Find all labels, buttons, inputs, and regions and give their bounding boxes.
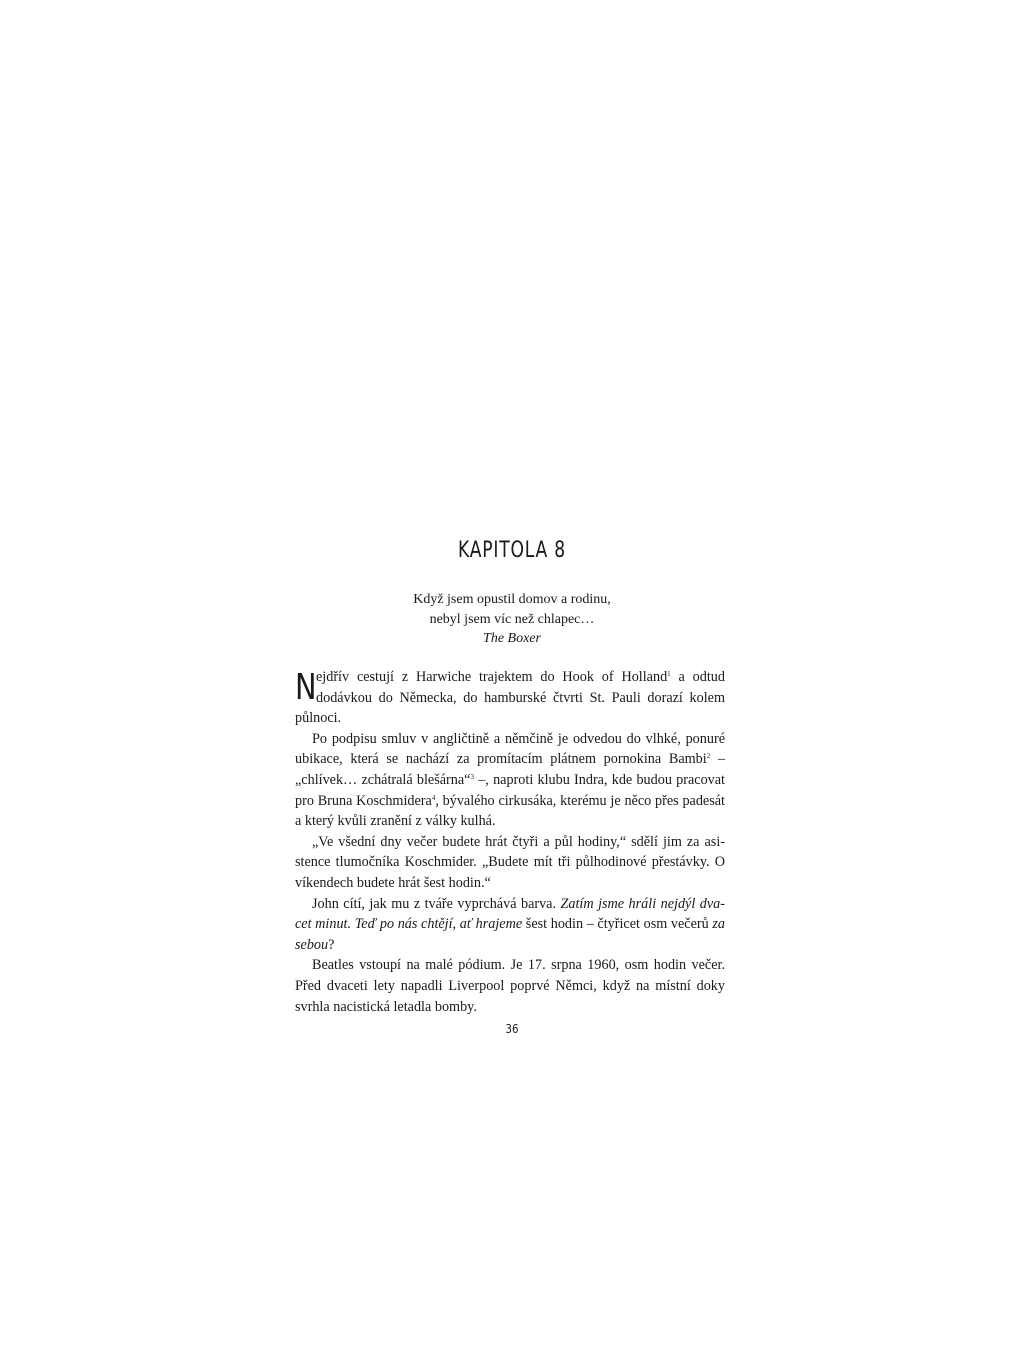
paragraph-2 — [295, 729, 725, 832]
paragraph-1-text-b: a odtud dodávkou do Německa, do hamburské čtvrti St. Pauli dorazí kolem půlnoci. — [295, 669, 725, 727]
paragraph-4-text-a: John cítí, jak mu z tváře vyprchává barva. — [312, 895, 561, 912]
paragraph-4 — [295, 894, 725, 956]
drop-cap: N — [295, 667, 317, 708]
paragraph-4-italic-2: za sebou — [295, 916, 725, 953]
footnote-ref-4: 4 — [431, 793, 436, 802]
paragraph-4-text-c: ? — [328, 936, 335, 953]
paragraph-1 — [295, 667, 725, 729]
footnote-ref-2: 2 — [706, 752, 711, 761]
epigraph — [0, 590, 1024, 649]
footnote-ref-1: 1 — [667, 670, 671, 678]
paragraph-2-text-b: – „chlívek… zchátralá blešárna“ — [295, 751, 725, 788]
footnote-ref-3: 3 — [470, 772, 474, 781]
paragraph-1-text-a: ejdřív cestují z Harwiche trajektem do Hook of Holland — [316, 669, 668, 685]
paragraph-5: Beatles vstoupí na malé pódium. Je 17. srpna 1960, osm hodin večer. Před dvaceti lety napadli Liverpool poprvé Němci, když na místní doky svrhla nacistická letadla bomby. — [295, 957, 725, 1015]
epigraph-source: The Boxer — [483, 631, 541, 646]
paragraph-4-text-b: šest hodin – čtyřicet osm večerů — [522, 916, 713, 933]
chapter-body — [295, 667, 725, 1017]
epigraph-line-1: Když jsem opustil domov a rodinu, — [413, 592, 611, 607]
chapter-title: KAPITOLA 8 — [458, 538, 566, 563]
paragraph-3: „Ve všední dny večer budete hrát čtyři a půl hodiny,“ sdělí jim za asistence tlumočníka Koschmider. „Budete mít tři půlhodinové přestávky. O víkendech budete hrát šest hodin.“ — [295, 833, 725, 891]
paragraph-4-italic-1: Zatím jsme hráli nejdýl dvacet minut. Teď po nás chtějí, ať hrajeme — [295, 895, 725, 933]
paragraph-2-text-a: Po podpisu smluv v angličtině a němčině je odvedou do vlhké, ponuré ubikace, která se nachází za promítacím plátnem pornokina Bambi — [295, 730, 725, 768]
epigraph-line-2: nebyl jsem víc než chlapec… — [429, 611, 595, 627]
page-number: 36 — [505, 1022, 519, 1036]
paragraph-2-text-d: , bývalého cirkusáka, kterému je něco přes padesát a který kvůli zranění z války kulhá. — [295, 792, 725, 830]
paragraph-2-text-c: –, naproti klubu Indra, kde budou pracovat pro Bruna Koschmidera — [295, 771, 726, 809]
